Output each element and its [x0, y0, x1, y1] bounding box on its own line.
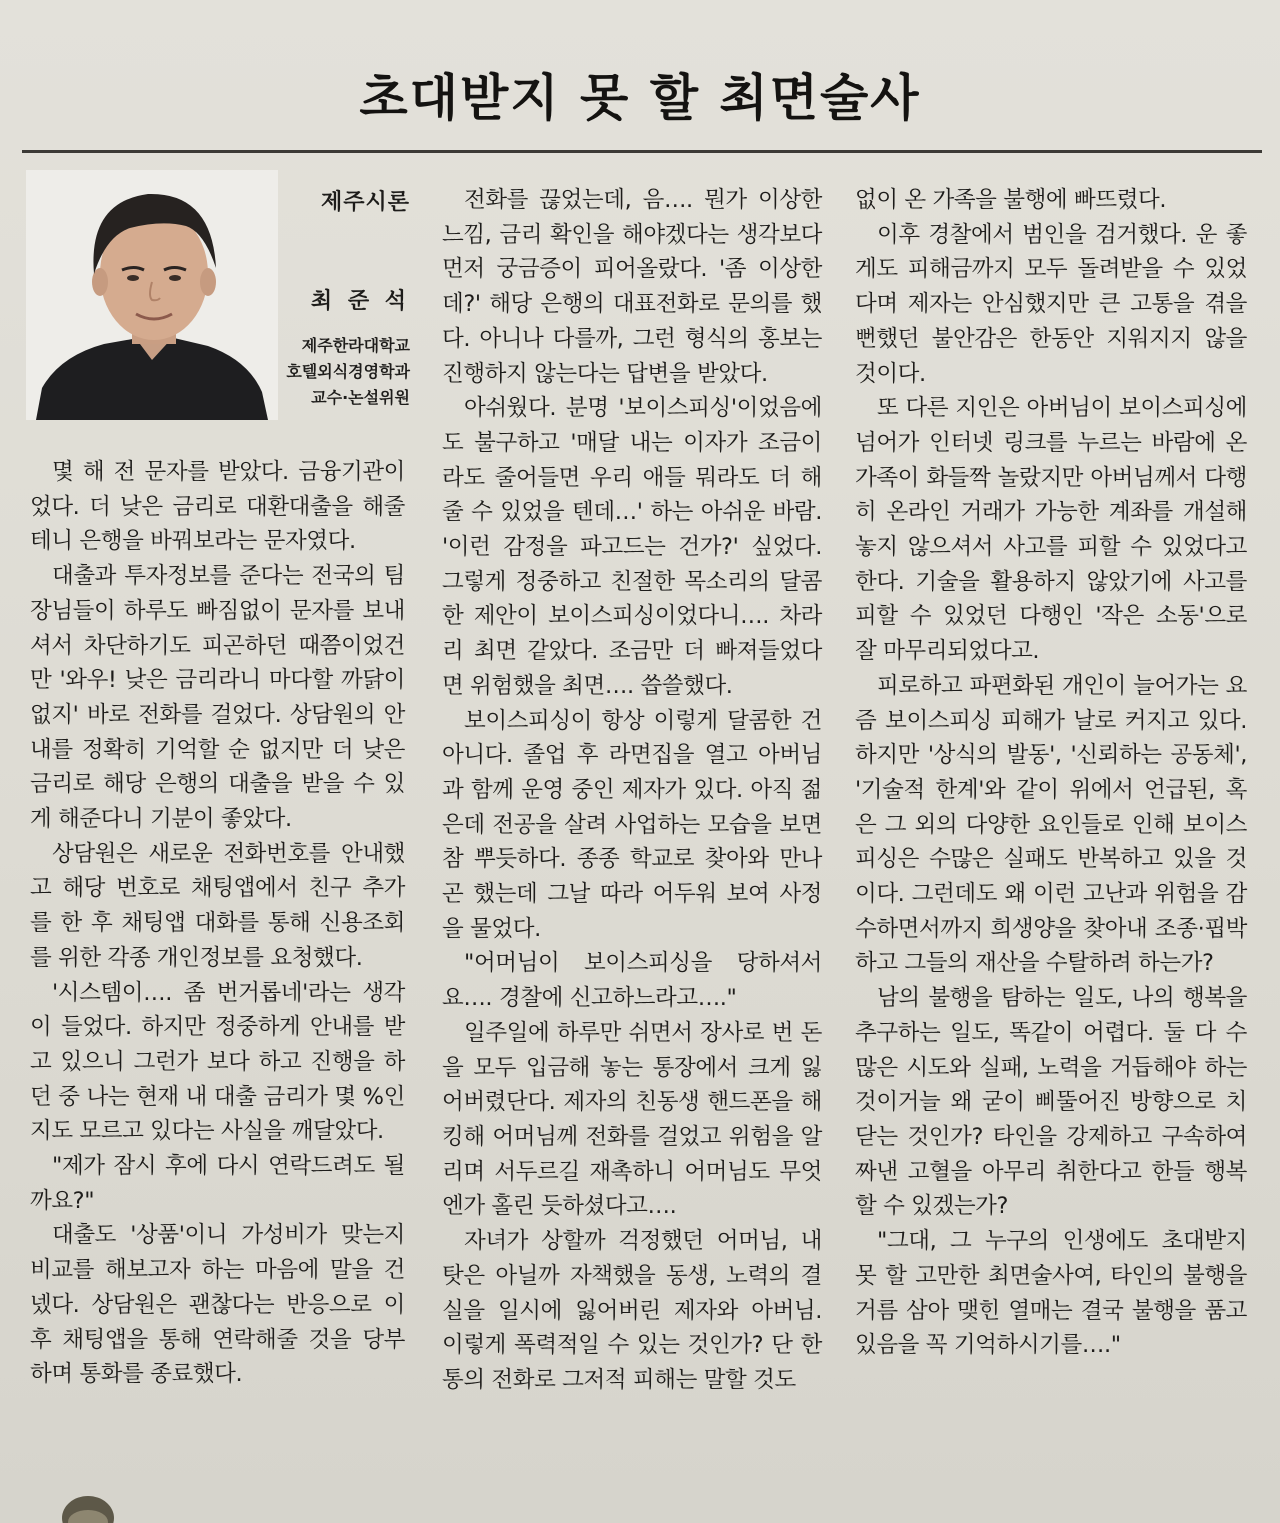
headline-rule: [22, 150, 1262, 153]
paragraph: '시스템이…. 좀 번거롭네'라는 생각이 들었다. 하지만 정중하게 안내를 받고 있으니 그런가 보다 하고 진행을 하던 중 나는 현재 내 대출 금리가 몇 %인지도 모르고 있다는 사실을 깨달았다.: [30, 979, 405, 1145]
article-column-3: [855, 183, 1247, 1363]
column-section-name: 제주시론: [320, 190, 410, 215]
paragraph: 몇 해 전 문자를 받았다. 금융기관이었다. 더 낮은 금리로 대환대출을 해줄테니 은행을 바꿔보라는 문자였다.: [30, 459, 405, 555]
article-column-1: [30, 455, 405, 1392]
quote-paragraph: "어머님이 보이스피싱을 당하셔서요…. 경찰에 신고하느라고….": [442, 950, 822, 1012]
closing-quote-paragraph: "그대, 그 누구의 인생에도 초대받지 못 할 고만한 최면술사여, 타인의 불행을 거름 삼아 맺힌 열매는 결국 불행을 품고 있음을 꼭 기억하시기를….": [855, 1228, 1247, 1359]
paragraph: 상담원은 새로운 전화번호를 안내했고 해당 번호로 채팅앱에서 친구 추가를 한 후 채팅앱 대화를 통해 신용조회를 위한 각종 개인정보를 요청했다.: [30, 840, 405, 971]
paragraph: 전화를 끊었는데, 음…. 뭔가 이상한 느낌, 금리 확인을 해야겠다는 생각보다 먼저 궁금증이 피어올랐다. '좀 이상한데?' 해당 은행의 대표전화로 문의를 했다. 아니나 다를까, 그런 형식의 홍보는 진행하지 않는다는 답변을 받았다.: [442, 187, 822, 387]
paragraph: 피로하고 파편화된 개인이 늘어가는 요즘 보이스피싱 피해가 날로 커지고 있다. 하지만 '상식의 발동', '신뢰하는 공동체', '기술적 한계'와 같이 위에서 언급된, 혹은 그 외의 다양한 요인들로 인해 보이스피싱은 수많은 실패도 반복하고 있을 것이다. 그런데도 왜 이런 고난과 위험을 감수하면서까지 희생양을 찾아내 조종·핍박하고 그들의 재산을 수탈하려 하는가?: [855, 672, 1247, 977]
paragraph: 자녀가 상할까 걱정했던 어머님, 내 탓은 아닐까 자책했을 동생, 노력의 결실을 일시에 잃어버린 제자와 아버님. 이렇게 폭력적일 수 있는 것인가? 단 한 통의 전화로 그저적 피해는 말할 것도: [442, 1228, 822, 1393]
paragraph: 아쉬웠다. 분명 '보이스피싱'이었음에도 불구하고 '매달 내는 이자가 조금이라도 줄어들면 우리 애들 뭐라도 더 해줄 수 있었을 텐데…' 하는 아쉬운 바람. '이런 감정을 파고드는 건가?' 싶었다. 그렇게 정중하고 친절한 목소리의 달콤한 제안이 보이스피싱이었다니…. 차라리 최면 같았다. 조금만 더 빠져들었다면 위험했을 최면…. 씁쓸했다.: [442, 395, 822, 699]
author-portrait: [26, 170, 278, 420]
paragraph-continued: 없이 온 가족을 불행에 빠뜨렸다.: [855, 187, 1167, 213]
paragraph: 대출도 '상품'이니 가성비가 맞는지 비교를 해보고자 하는 마음에 말을 건넸다. 상담원은 괜찮다는 반응으로 이후 채팅앱을 통해 연락해줄 것을 당부하며 통화를 종료했다.: [30, 1222, 405, 1388]
headline: 초대받지 못 할 최면술사: [359, 68, 921, 127]
author-affiliation-2: 호텔외식경영학과: [286, 362, 410, 381]
paragraph: 남의 불행을 탐하는 일도, 나의 행복을 추구하는 일도, 똑같이 어렵다. 둘 다 수많은 시도와 실패, 노력을 거듭해야 하는 것이거늘 왜 굳이 삐뚤어진 방향으로 치닫는 것인가? 타인을 강제하고 구속하여 짜낸 고혈을 아무리 취한다고 한들 행복할 수 있겠는가?: [855, 985, 1247, 1220]
paragraph: 대출과 투자정보를 준다는 전국의 팀장님들이 하루도 빠짐없이 문자를 보내셔서 차단하기도 피곤하던 때쯤이었건만 '와우! 낮은 금리라니 마다할 까닭이 없지' 바로 전화를 걸었다. 상담원의 안내를 정확히 기억할 순 없지만 더 낮은 금리로 해당 은행의 대출을 받을 수 있게 해준다니 기분이 좋았다.: [30, 563, 405, 833]
author-name: 최 준 석: [310, 289, 410, 314]
byline: [278, 185, 410, 411]
paragraph: 일주일에 하루만 쉬면서 장사로 번 돈을 모두 입금해 놓는 통장에서 크게 잃어버렸단다. 제자의 친동생 핸드폰을 해킹해 어머님께 전화를 걸었고 위험을 알리며 서두르길 재촉하니 어머님도 무엇엔가 홀린 듯하셨다고….: [442, 1019, 822, 1220]
quote-paragraph: "제가 잠시 후에 다시 연락드려도 될까요?": [30, 1153, 405, 1214]
paragraph: 이후 경찰에서 범인을 검거했다. 운 좋게도 피해금까지 모두 돌려받을 수 있었다며 제자는 안심했지만 큰 고통을 겪을 뻔했던 불안감은 한동안 지워지지 않을 것이다.: [855, 221, 1247, 387]
article-column-2: [442, 183, 822, 1398]
paragraph: 보이스피싱이 항상 이렇게 달콤한 건 아니다. 졸업 후 라면집을 열고 아버님과 함께 운영 중인 제자가 있다. 아직 젊은데 전공을 살려 사업하는 모습을 보면 참 뿌듯하다. 종종 학교로 찾아와 만나곤 했는데 그날 따라 어두워 보여 사정을 물었다.: [442, 707, 822, 942]
paragraph: 또 다른 지인은 아버님이 보이스피싱에 넘어가 인터넷 링크를 누르는 바람에 온 가족이 화들짝 놀랐지만 아버님께서 다행히 온라인 거래가 가능한 계좌를 개설해 놓지 않으셔서 사고를 피할 수 있었다고 한다. 기술을 활용하지 않았기에 사고를 피할 수 있었던 다행인 '작은 소동'으로 잘 마무리되었다고.: [855, 395, 1247, 665]
author-affiliation-1: 제주한라대학교: [301, 336, 410, 355]
author-affiliation-3: 교수·논설위원: [311, 388, 410, 407]
partial-photo-icon: [58, 1478, 118, 1523]
author-portrait-icon: [26, 170, 278, 420]
